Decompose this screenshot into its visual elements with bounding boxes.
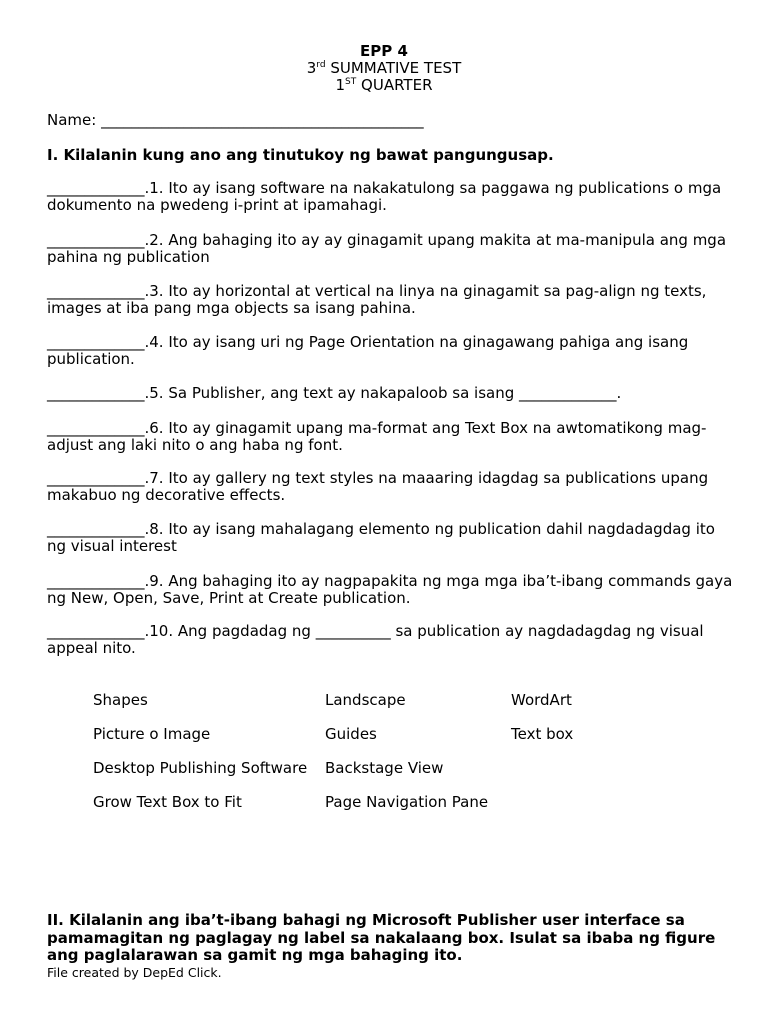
section1-title: I. Kilalanin kung ano ang tinutukoy ng bawat pangungusap. bbox=[47, 146, 554, 164]
choice-item: Landscape bbox=[325, 691, 406, 709]
name-blank: ___________________________________________ bbox=[101, 111, 424, 129]
quarter-title bbox=[0, 77, 768, 94]
choice-item: Backstage View bbox=[325, 759, 444, 777]
section2-title: II. Kilalanin ang iba’t-ibang bahagi ng Microsoft Publisher user interface sa pamamagitan ng paglagay ng label sa nakalaang box. Isulat sa ibaba ng figure ang paglalarawan sa gamit ng mga bahaging ito. bbox=[47, 911, 716, 964]
test-label: SUMMATIVE TEST bbox=[330, 59, 462, 77]
choice-item: Page Navigation Pane bbox=[325, 793, 489, 811]
test-title bbox=[0, 60, 768, 77]
question-item: _____________.6. Ito ay ginagamit upang ma-format ang Text Box na awtomatikong mag-adjust ang laki nito o ang haba ng font. bbox=[47, 419, 707, 454]
subject-title: EPP 4 bbox=[360, 42, 408, 60]
question-item: _____________.7. Ito ay gallery ng text styles na maaaring idagdag sa publications upang makabuo ng decorative effects. bbox=[47, 469, 709, 504]
choice-item: Picture o Image bbox=[93, 725, 211, 743]
choice-item: Grow Text Box to Fit bbox=[93, 793, 242, 811]
choice-item: WordArt bbox=[511, 691, 572, 709]
name-label: Name: bbox=[47, 111, 97, 129]
question-item: _____________.10. Ang pagdadag ng __________ sa publication ay nagdadagdag ng visual appeal nito. bbox=[47, 622, 704, 657]
question-item: _____________.8. Ito ay isang mahalagang elemento ng publication dahil nagdadagdag ito ng visual interest bbox=[47, 520, 715, 555]
test-number-suffix: rd bbox=[316, 60, 326, 70]
quarter-label: QUARTER bbox=[361, 76, 433, 94]
question-item: _____________.9. Ang bahaging ito ay nagpapakita ng mga mga iba’t-ibang commands gaya ng New, Open, Save, Print at Create publication. bbox=[47, 572, 733, 607]
name-field bbox=[47, 111, 424, 129]
question-item: _____________.1. Ito ay isang software na nakakatulong sa paggawa ng publications o mga dokumento na pwedeng i-print at ipamahagi. bbox=[47, 179, 722, 214]
question-item: _____________.5. Sa Publisher, ang text ay nakapaloob sa isang _____________. bbox=[47, 384, 622, 402]
quarter-number: 1 bbox=[335, 76, 346, 94]
question-item: _____________.2. Ang bahaging ito ay ay ginagamit upang makita at ma-manipula ang mga pahina ng publication bbox=[47, 231, 727, 266]
test-number: 3 bbox=[306, 59, 317, 77]
quarter-suffix: ST bbox=[345, 77, 357, 87]
choice-item: Desktop Publishing Software bbox=[93, 759, 308, 777]
question-item: _____________.3. Ito ay horizontal at vertical na linya na ginagamit sa pag-align ng texts, images at iba pang mga objects sa isang pahina. bbox=[47, 282, 707, 317]
choice-item: Guides bbox=[325, 725, 377, 743]
choice-item: Text box bbox=[511, 725, 574, 743]
question-item: _____________.4. Ito ay isang uri ng Page Orientation na ginagawang pahiga ang isang publication. bbox=[47, 333, 689, 368]
footer-credit: File created by DepEd Click. bbox=[47, 965, 222, 980]
worksheet-header bbox=[0, 43, 768, 94]
choice-item: Shapes bbox=[93, 691, 148, 709]
